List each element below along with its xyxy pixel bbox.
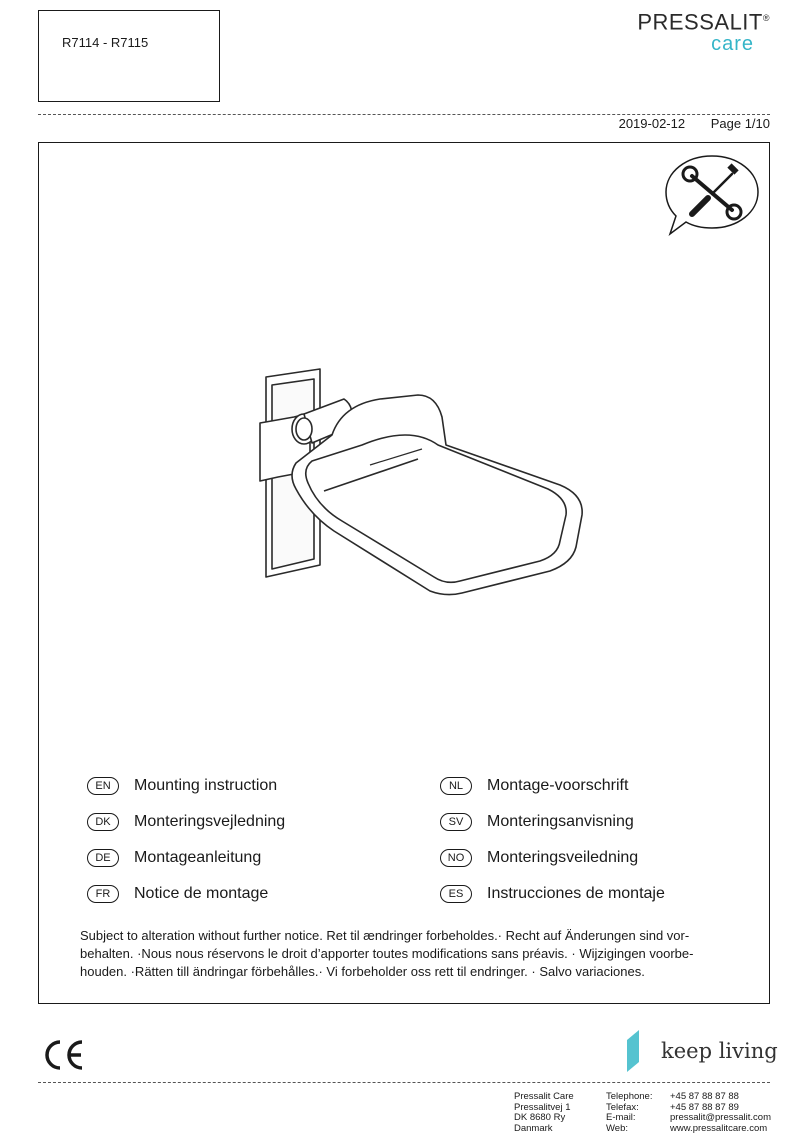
language-code-badge: SV bbox=[440, 813, 472, 831]
brand-name: PRESSALIT bbox=[637, 9, 763, 35]
list-item bbox=[87, 768, 285, 804]
contact-label: Telephone: bbox=[606, 1091, 653, 1102]
language-title: Montageanleitung bbox=[134, 849, 262, 866]
disclaimer-line: behalten. ·Nous nous réservons le droit d’apporter toutes modifications sans préavis. · Wijzigingen voorbe- bbox=[80, 946, 694, 961]
list-item bbox=[440, 876, 665, 912]
contact-label: Web: bbox=[606, 1122, 629, 1134]
footer-contact-values bbox=[670, 1092, 771, 1134]
disclaimer-line: houden. ·Rätten till ändringar förbehålles.· Vi forbeholder oss rett til endringer. · Salvo variaciones. bbox=[80, 964, 645, 979]
wrench-screwdriver-icon bbox=[662, 152, 762, 242]
document-date: 2019-02-12 bbox=[618, 116, 686, 131]
language-title: Montage-voorschrift bbox=[487, 777, 629, 794]
language-list-right bbox=[440, 768, 665, 912]
list-item bbox=[440, 840, 665, 876]
list-item bbox=[440, 768, 665, 804]
footer-address bbox=[514, 1092, 574, 1134]
list-item bbox=[440, 804, 665, 840]
website: www.pressalitcare.com bbox=[670, 1122, 768, 1134]
list-item bbox=[87, 804, 285, 840]
fax-number: +45 87 88 87 89 bbox=[670, 1101, 739, 1113]
address-line: DK 8680 Ry bbox=[514, 1112, 566, 1123]
disclaimer-line: Subject to alteration without further notice. Ret til ændringer forbeholdes.· Recht auf Änderungen sind vor- bbox=[80, 928, 690, 943]
language-code-badge: EN bbox=[87, 777, 119, 795]
keep-living-logo bbox=[625, 1028, 778, 1074]
address-line: Pressalit Care bbox=[514, 1091, 574, 1102]
language-code-badge: NO bbox=[440, 849, 472, 867]
page-meta bbox=[597, 116, 770, 131]
keep-living-text: keep living bbox=[661, 1039, 778, 1063]
list-item bbox=[87, 876, 285, 912]
footer-divider bbox=[38, 1082, 770, 1083]
language-title: Mounting instruction bbox=[134, 777, 278, 794]
address-line: Pressalitvej 1 bbox=[514, 1101, 571, 1113]
model-box bbox=[38, 10, 220, 102]
page-number: Page 1/10 bbox=[710, 116, 770, 131]
header-divider bbox=[38, 114, 770, 115]
language-code-badge: DK bbox=[87, 813, 119, 831]
keep-living-logo-mark bbox=[625, 1028, 641, 1074]
language-code-badge: FR bbox=[87, 885, 119, 903]
language-code-badge: NL bbox=[440, 777, 472, 795]
language-title: Monteringsvejledning bbox=[134, 813, 286, 830]
language-title: Monteringsveiledning bbox=[487, 849, 639, 866]
shower-seat-illustration bbox=[250, 365, 590, 600]
language-code-badge: DE bbox=[87, 849, 119, 867]
language-list-left bbox=[87, 768, 285, 912]
ce-mark-icon bbox=[40, 1038, 86, 1072]
address-line: Danmark bbox=[514, 1122, 553, 1134]
language-code-badge: ES bbox=[440, 885, 472, 903]
language-title: Instrucciones de montaje bbox=[487, 885, 665, 902]
language-title: Notice de montage bbox=[134, 885, 269, 902]
language-title: Monteringsanvisning bbox=[487, 813, 634, 830]
contact-label: E-mail: bbox=[606, 1112, 636, 1123]
phone-number: +45 87 88 87 88 bbox=[670, 1091, 739, 1102]
model-number: R7114 - R7115 bbox=[62, 35, 149, 50]
disclaimer-text bbox=[80, 927, 730, 981]
registered-mark: ® bbox=[762, 13, 770, 23]
contact-label: Telefax: bbox=[606, 1101, 639, 1113]
list-item bbox=[87, 840, 285, 876]
brand-logo bbox=[637, 6, 770, 54]
footer-contact-labels bbox=[606, 1092, 652, 1134]
brand-sub: care bbox=[711, 33, 754, 56]
email-address: pressalit@pressalit.com bbox=[670, 1112, 771, 1123]
